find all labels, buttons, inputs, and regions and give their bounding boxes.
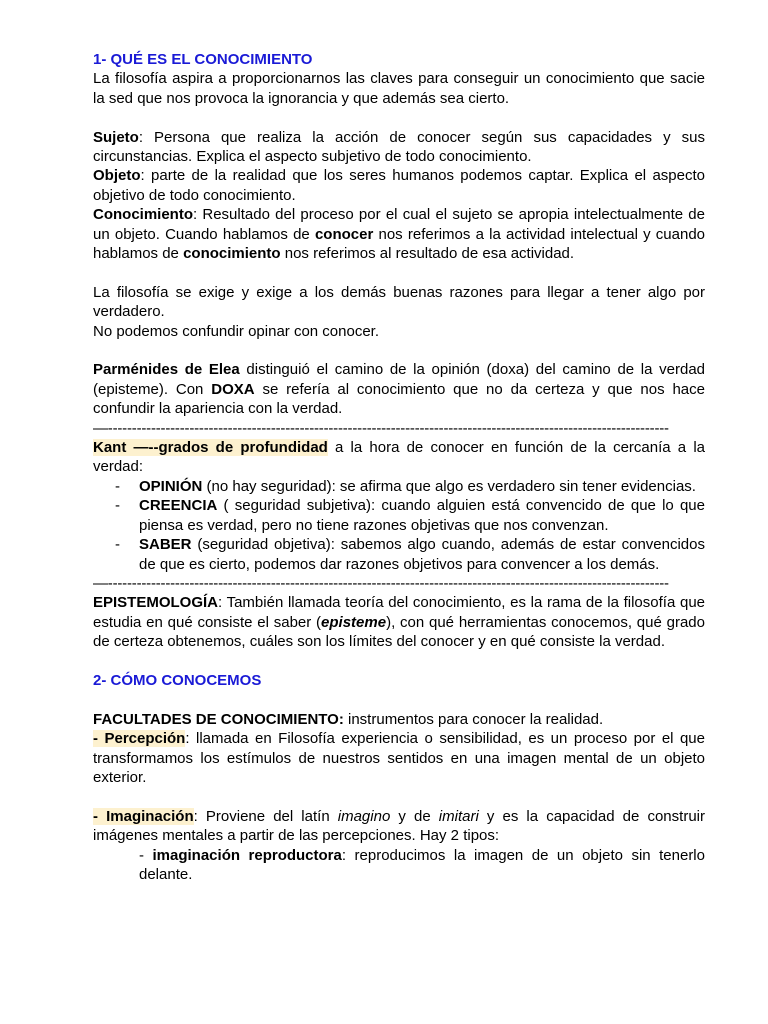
list-item-saber xyxy=(93,535,705,574)
epistemologia-text-2: ), con qué herramientas conocemos, qué grado de certeza obtenemos, cuáles son los límites del conocer y en qué consiste la verdad. xyxy=(93,613,705,651)
opinion-term: OPINIÓN xyxy=(139,477,203,495)
conocer-term: conocer xyxy=(314,225,374,243)
document-page xyxy=(93,50,705,884)
imitari-term: imitari xyxy=(438,807,479,825)
episteme-term: episteme xyxy=(321,613,387,631)
objeto-text: : parte de la realidad que los seres humanos podemos captar. Explica el aspecto objetivo de todo conocimiento. xyxy=(93,167,705,204)
sujeto-term: Sujeto xyxy=(93,128,139,146)
parmenides-paragraph xyxy=(93,360,705,418)
epistemologia-term: EPISTEMOLOGÍA xyxy=(93,594,219,612)
spacer xyxy=(93,787,705,806)
epistemologia-text-1: : También llamada teoría del conocimiento, es la rama de la filosofía que estudia en qué consiste el saber ( xyxy=(93,594,705,631)
imaginacion-text-1: : Proviene del latín xyxy=(193,807,338,825)
saber-term: SABER xyxy=(139,536,192,554)
kant-text: a la hora de conocer en función de la cercanía a la verdad: xyxy=(93,439,705,476)
epistemologia-paragraph xyxy=(93,593,705,651)
doxa-term: DOXA xyxy=(211,380,255,398)
section-2-heading: 2- CÓMO CONOCEMOS xyxy=(93,671,262,689)
conocimiento-bold-term: conocimiento xyxy=(183,245,281,263)
conocimiento-definition xyxy=(93,205,705,263)
conocimiento-text-1: : Resultado del proceso por el cual el sujeto se apropia intelectualmente de un objeto. Cuando hablamos de xyxy=(93,206,705,243)
parmenides-text-1: distinguió el camino de la opinión (doxa) del camino de la verdad (episteme). Con xyxy=(93,361,706,398)
conocimiento-text-3: nos referimos al resultado de esa actividad. xyxy=(280,245,575,263)
objeto-term: Objeto xyxy=(93,167,141,185)
list-bullet: - xyxy=(115,477,120,495)
creencia-text: ( seguridad subjetiva): cuando alguien está convencido de que lo que piensa es verdad, pero no tiene razones objetivas que nos convenzan. xyxy=(139,497,705,534)
spacer xyxy=(93,690,705,709)
parmenides-text-2: se refería al conocimiento que no da certeza y que nos hace confundir la apariencia con la verdad. xyxy=(93,380,705,418)
opinion-text: (no hay seguridad): se afirma que algo es verdadero sin tener evidencias. xyxy=(202,477,696,495)
imaginacion-reproductora-item xyxy=(93,846,705,885)
objeto-definition xyxy=(93,166,705,205)
kant-term: Kant —--grados de profundidad xyxy=(93,439,328,457)
list-item-creencia xyxy=(93,496,705,535)
imaginacion-text-2: y de xyxy=(390,807,439,825)
dashed-divider: —--------------------------------------------------------------------------------------------------------------------- xyxy=(93,574,669,592)
imaginacion-term: - Imaginación xyxy=(93,807,194,825)
list-bullet: - xyxy=(115,536,120,554)
imaginacion-reproductora-term: imaginación reproductora xyxy=(152,846,342,864)
imaginacion-reproductora-text: : reproducimos la imagen de un objeto sin tenerlo delante. xyxy=(139,846,705,883)
sujeto-definition xyxy=(93,128,705,167)
spacer xyxy=(93,108,705,127)
parmenides-term: Parménides de Elea xyxy=(93,361,240,379)
section-1-heading: 1- QUÉ ES EL CONOCIMIENTO xyxy=(93,51,313,68)
imaginacion-paragraph xyxy=(93,807,705,846)
imaginacion-text-3: y es la capacidad de construir imágenes mentales a partir de las percepciones. Hay 2 tipos: xyxy=(93,807,705,845)
percepcion-term: - Percepción xyxy=(93,730,186,748)
spacer xyxy=(93,341,705,360)
creencia-term: CREENCIA xyxy=(139,497,218,515)
kant-paragraph xyxy=(93,438,705,477)
spacer xyxy=(93,652,705,671)
dashed-divider: —--------------------------------------------------------------------------------------------------------------------- xyxy=(93,419,669,437)
conocimiento-text-2: nos referimos a la actividad intelectual y cuando hablamos de xyxy=(93,225,706,263)
no-confundir-paragraph: No podemos confundir opinar con conocer. xyxy=(93,322,380,340)
conocimiento-term: Conocimiento xyxy=(93,206,193,224)
facultades-paragraph xyxy=(93,710,705,729)
spacer xyxy=(93,263,705,282)
sujeto-text: : Persona que realiza la acción de conocer según sus capacidades y sus circunstancias. Explica el aspecto subjetivo de todo conocimiento. xyxy=(93,128,705,166)
facultades-term: FACULTADES DE CONOCIMIENTO: xyxy=(93,710,344,728)
percepcion-paragraph xyxy=(93,729,705,787)
percepcion-text: : llamada en Filosofía experiencia o sensibilidad, es un proceso por el que transformamos los estímulos de nuestros sentidos en una imagen mental de un objeto exterior. xyxy=(93,730,705,786)
list-bullet: - xyxy=(115,497,120,515)
list-bullet: - xyxy=(139,846,153,864)
imagino-term: imagino xyxy=(337,807,391,825)
list-item-opinion xyxy=(93,477,705,496)
intro-paragraph: La filosofía aspira a proporcionarnos las claves para conseguir un conocimiento que sacie la sed que nos provoca la ignorancia y que además sea cierto. xyxy=(93,70,705,107)
grados-list xyxy=(93,477,705,574)
filosofia-exige-paragraph: La filosofía se exige y exige a los demás buenas razones para llegar a tener algo por verdadero. xyxy=(93,283,705,321)
saber-text: (seguridad objetiva): sabemos algo cuando, además de estar convencidos de que es cierto, podemos dar razones objetivos para convencer a los demás. xyxy=(139,536,705,573)
facultades-text: instrumentos para conocer la realidad. xyxy=(343,710,604,728)
